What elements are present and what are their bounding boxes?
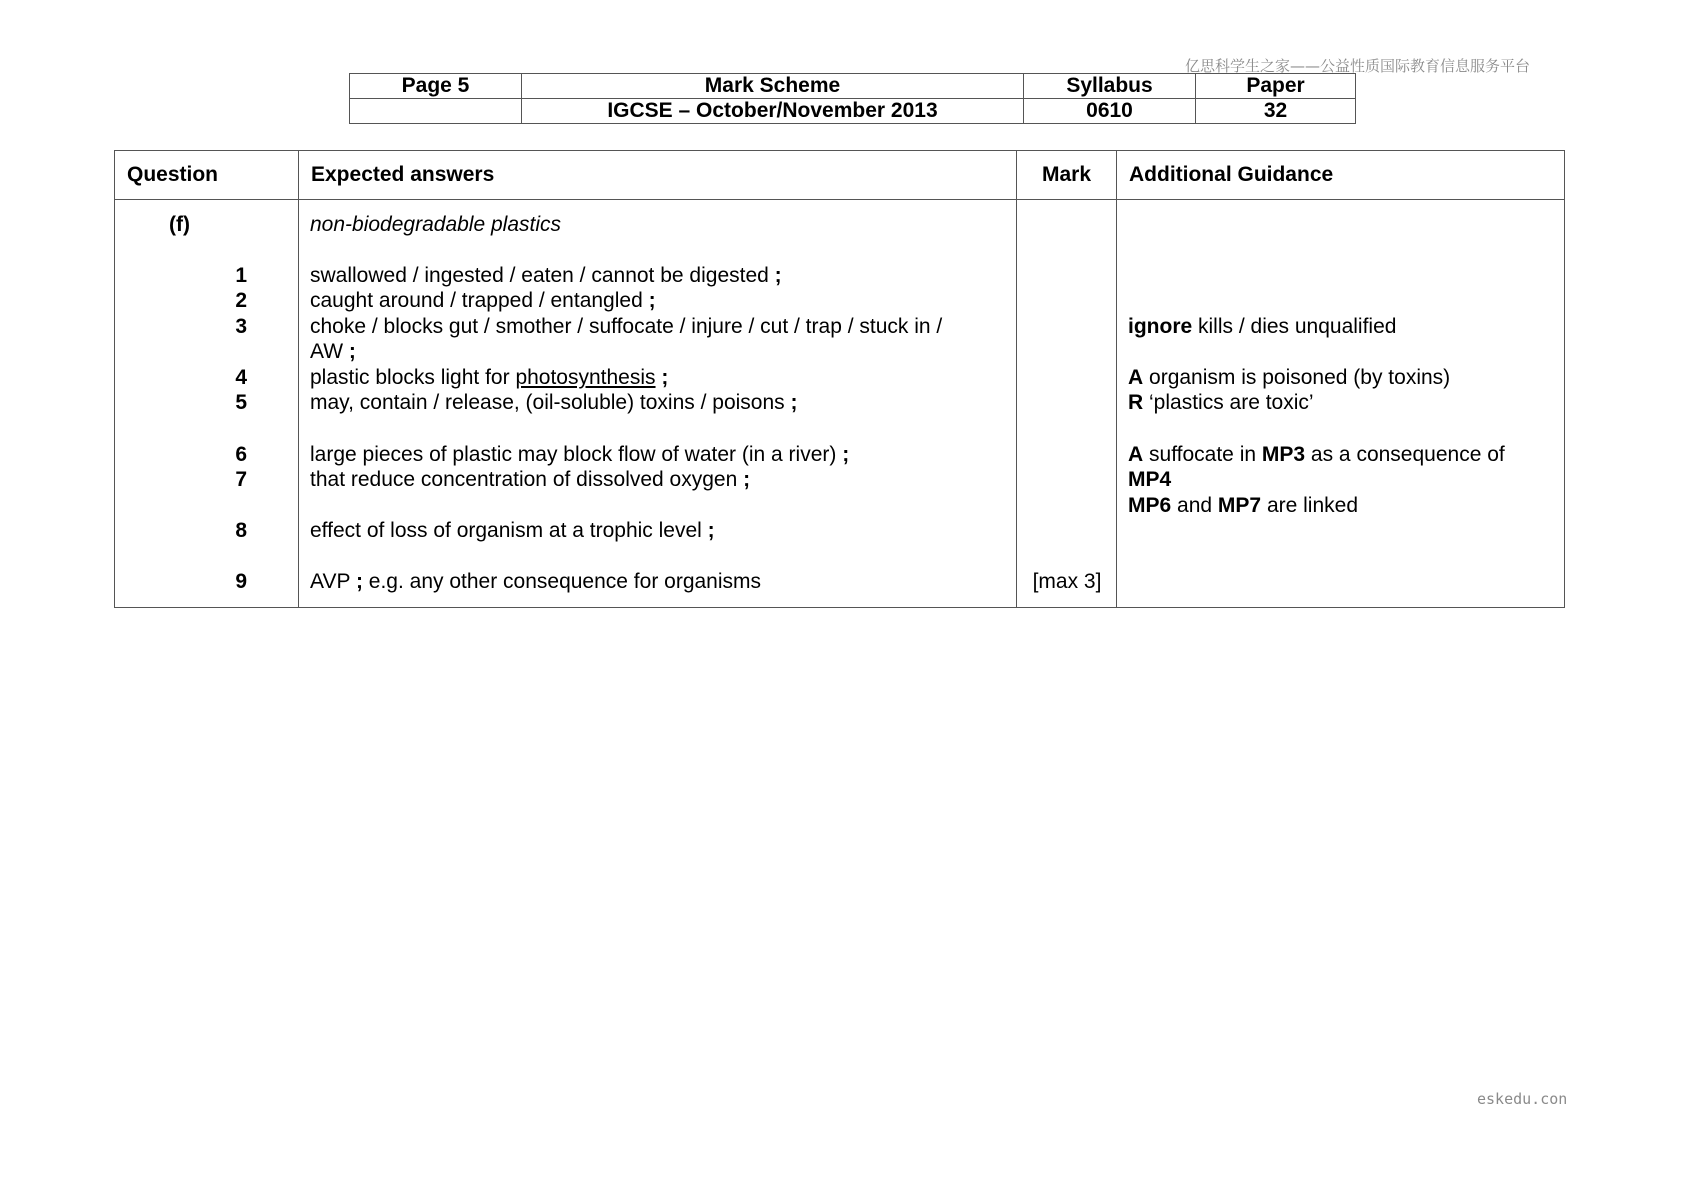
paper-label: Paper xyxy=(1196,74,1356,99)
mark-column-header: Mark xyxy=(1017,151,1117,200)
header-table xyxy=(349,73,1356,124)
guidance-keyword: MP3 xyxy=(1261,443,1306,466)
expected-answers-column-header: Expected answers xyxy=(299,151,1017,200)
page-empty-cell xyxy=(350,99,522,124)
mark-separator: ; xyxy=(842,443,850,466)
syllabus-code: 0610 xyxy=(1024,99,1196,124)
guidance-text: organism is poisoned (by toxins) xyxy=(1149,366,1451,389)
answer-text: e.g. any other consequence for organisms xyxy=(368,570,762,593)
header-row-2 xyxy=(350,99,1356,124)
table-row xyxy=(115,200,1565,608)
guidance-ignore xyxy=(1128,314,1396,339)
answer-text: AVP xyxy=(310,570,351,593)
point-number: 5 xyxy=(235,391,247,414)
answer-text: choke / blocks gut / smother / suffocate / injure / cut / trap / stuck in / xyxy=(310,315,943,338)
guidance-text: suffocate in xyxy=(1149,443,1257,466)
mark-separator: ; xyxy=(743,468,751,491)
guidance-linked-points xyxy=(1128,493,1358,518)
question-cell xyxy=(115,200,299,608)
guidance-keyword: A xyxy=(1128,366,1144,389)
header-row-1 xyxy=(350,74,1356,99)
expected-answers-cell xyxy=(299,200,1017,608)
guidance-text: are linked xyxy=(1266,494,1359,517)
point-number: 8 xyxy=(235,519,247,542)
watermark-bottom: eskedu.con xyxy=(1477,1090,1568,1108)
guidance-keyword: A xyxy=(1128,443,1144,466)
guidance-keyword: MP6 xyxy=(1128,494,1172,517)
syllabus-label: Syllabus xyxy=(1024,74,1196,99)
question-label: (f) xyxy=(169,213,190,236)
underlined-keyword: photosynthesis xyxy=(515,366,656,389)
guidance-reject-toxic xyxy=(1128,390,1314,415)
mark-separator: ; xyxy=(774,264,782,287)
answer-text: may, contain / release, (oil-soluble) toxins / poisons xyxy=(310,391,785,414)
max-mark: [max 3] xyxy=(1032,570,1102,593)
answer-intro: non-biodegradable plastics xyxy=(310,213,562,236)
answer-text: large pieces of plastic may block flow of water (in a river) xyxy=(310,443,837,466)
point-number: 4 xyxy=(235,366,247,389)
mark-separator: ; xyxy=(790,391,798,414)
page-label: Page 5 xyxy=(350,74,522,99)
document-title: Mark Scheme xyxy=(522,74,1024,99)
answer-point-1 xyxy=(310,263,782,288)
guidance-keyword: MP4 xyxy=(1128,468,1172,491)
guidance-keyword: MP7 xyxy=(1217,494,1262,517)
guidance-accept-suffocate xyxy=(1128,442,1505,467)
point-number: 7 xyxy=(235,468,247,491)
mark-separator: ; xyxy=(707,519,715,542)
guidance-text: as a consequence of xyxy=(1310,443,1505,466)
mark-separator: ; xyxy=(355,570,363,593)
answer-text: that reduce concentration of dissolved oxygen xyxy=(310,468,738,491)
answer-point-7 xyxy=(310,467,750,492)
point-number: 9 xyxy=(235,570,247,593)
answer-point-5 xyxy=(310,390,798,415)
guidance-column-header: Additional Guidance xyxy=(1117,151,1565,200)
guidance-keyword: ignore xyxy=(1128,315,1193,338)
guidance-text: and xyxy=(1177,494,1213,517)
guidance-keyword: R xyxy=(1128,391,1144,414)
point-number: 3 xyxy=(235,315,247,338)
answer-point-8 xyxy=(310,518,715,543)
answer-point-3-continued xyxy=(310,339,356,364)
answer-point-3 xyxy=(310,314,942,339)
mark-cell xyxy=(1017,200,1117,608)
answer-text: swallowed / ingested / eaten / cannot be digested xyxy=(310,264,769,287)
exam-session: IGCSE – October/November 2013 xyxy=(522,99,1024,124)
question-column-header: Question xyxy=(115,151,299,200)
answer-text: plastic blocks light for xyxy=(310,366,510,389)
answer-text: AW xyxy=(310,340,344,363)
guidance-cell xyxy=(1117,200,1565,608)
answer-point-6 xyxy=(310,442,849,467)
mark-separator: ; xyxy=(661,366,669,389)
guidance-text: ‘plastics are toxic’ xyxy=(1149,391,1314,414)
point-number: 1 xyxy=(235,264,247,287)
answer-point-2 xyxy=(310,288,656,313)
mark-separator: ; xyxy=(648,289,656,312)
answer-text: caught around / trapped / entangled xyxy=(310,289,643,312)
answer-point-4 xyxy=(310,365,668,390)
paper-number: 32 xyxy=(1196,99,1356,124)
answer-text: effect of loss of organism at a trophic level xyxy=(310,519,702,542)
point-number: 2 xyxy=(235,289,247,312)
point-number: 6 xyxy=(235,443,247,466)
table-header-row xyxy=(115,151,1565,200)
mark-scheme-table xyxy=(114,150,1565,608)
answer-point-9 xyxy=(310,569,761,594)
guidance-accept-poisoned xyxy=(1128,365,1450,390)
watermark-top: 亿思科学生之家——公益性质国际教育信息服务平台 xyxy=(1185,57,1531,75)
mark-separator: ; xyxy=(348,340,356,363)
guidance-text: kills / dies unqualified xyxy=(1198,315,1397,338)
